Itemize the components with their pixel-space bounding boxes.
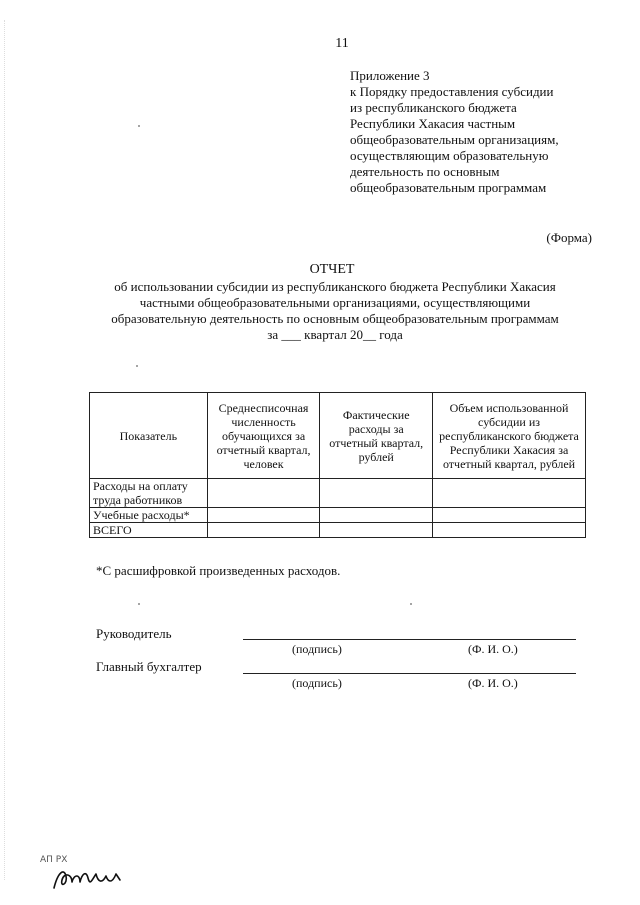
report-subtitle-line: об использовании субсидии из республиканского бюджета Республики Хакасия — [114, 279, 556, 294]
head-signature-caption: (подпись) — [292, 642, 342, 656]
table-cell[interactable] — [433, 479, 586, 508]
form-label: (Форма) — [546, 230, 592, 245]
table-cell[interactable] — [207, 508, 320, 523]
row-label: Расходы на оплату труда работников — [90, 479, 208, 508]
footnote: *С расшифровкой произведенных расходов. — [96, 563, 341, 578]
scan-speck — [138, 125, 140, 127]
table-header-row — [90, 393, 586, 479]
accountant-name-caption: (Ф. И. О.) — [468, 676, 518, 690]
scan-edge-artifact — [4, 20, 7, 880]
table-cell[interactable] — [320, 479, 433, 508]
report-subtitle-line: образовательную деятельность по основным общеобразовательным программам — [111, 311, 559, 326]
row-label: ВСЕГО — [90, 523, 208, 538]
appendix-line: Приложение 3 — [350, 68, 430, 83]
accountant-signature-line[interactable] — [243, 673, 576, 674]
appendix-line: к Порядку предоставления субсидии — [350, 84, 554, 99]
appendix-line: Республики Хакасия частным — [350, 116, 516, 131]
table-cell[interactable] — [207, 523, 320, 538]
head-name-caption: (Ф. И. О.) — [468, 642, 518, 656]
row-label: Учебные расходы* — [90, 508, 208, 523]
head-signature-line[interactable] — [243, 639, 576, 640]
page-number: 11 — [335, 36, 349, 51]
handwritten-signature — [50, 862, 130, 892]
header-actual-expenses: Фактические расходы за отчетный квартал, рублей — [320, 393, 433, 479]
table-cell[interactable] — [433, 508, 586, 523]
appendix-block — [350, 68, 630, 196]
appendix-line: общеобразовательным программам — [350, 180, 547, 195]
table-cell[interactable] — [207, 479, 320, 508]
table-row — [90, 479, 586, 508]
report-table — [89, 392, 586, 538]
scan-speck — [410, 603, 412, 605]
accountant-label: Главный бухгалтер — [96, 659, 202, 674]
head-label: Руководитель — [96, 626, 172, 641]
header-indicator: Показатель — [90, 393, 208, 479]
report-subtitle — [70, 279, 600, 343]
appendix-line: общеобразовательным организациям, — [350, 132, 559, 147]
appendix-line: осуществляющим образовательную — [350, 148, 549, 163]
table-row — [90, 523, 586, 538]
table-cell[interactable] — [320, 523, 433, 538]
appendix-line: деятельность по основным — [350, 164, 500, 179]
table-row — [90, 508, 586, 523]
report-period-line: за ___ квартал 20__ года — [267, 327, 403, 342]
table-cell[interactable] — [320, 508, 433, 523]
appendix-line: из республиканского бюджета — [350, 100, 517, 115]
archive-mark: АП РХ — [40, 855, 68, 865]
report-subtitle-line: частными общеобразовательными организациями, осуществляющими — [139, 295, 531, 310]
accountant-signature-caption: (подпись) — [292, 676, 342, 690]
header-subsidy-used: Объем использованной субсидии из республиканского бюджета Республики Хакасия за отчетный квартал, рублей — [433, 393, 586, 479]
table-cell[interactable] — [433, 523, 586, 538]
scan-speck — [136, 365, 138, 367]
header-avg-students: Среднесписочная численность обучающихся за отчетный квартал, человек — [207, 393, 320, 479]
scan-speck — [138, 603, 140, 605]
report-title: ОТЧЕТ — [309, 262, 355, 277]
